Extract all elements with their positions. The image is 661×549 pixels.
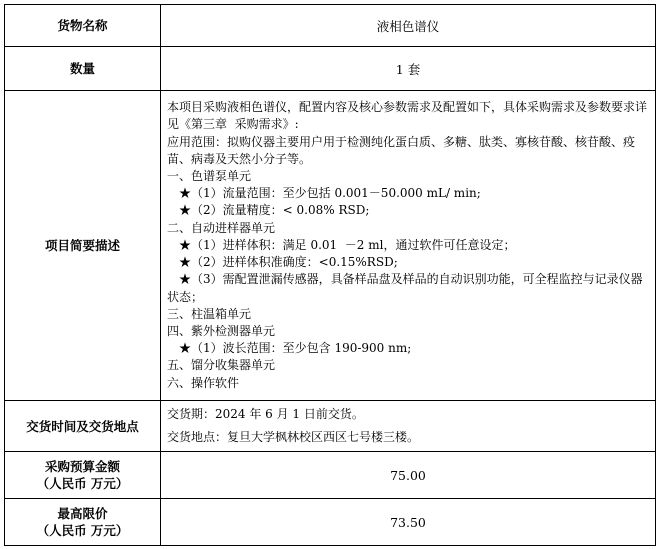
goods-name-value: 液相色谱仪	[161, 5, 656, 47]
delivery-content	[161, 401, 656, 452]
summary-application: 应用范围：拟购仪器主要用户用于检测纯化蛋白质、多糖、肽类、寡核苷酸、核苷酸、疫苗、病毒及天然小分子等。	[167, 134, 636, 166]
summary-label: 项目简要描述	[5, 91, 161, 401]
summary-content	[161, 91, 656, 401]
delivery-place: 交货地点：复旦大学枫林校区西区七号楼三楼。	[167, 430, 420, 444]
quantity-label: 数量	[5, 47, 161, 91]
pump-flow-precision: ★（2）流量精度：< 0.08% RSD;	[179, 203, 370, 218]
budget-label	[5, 452, 161, 499]
max-price-label-line1: 最高限价	[57, 506, 108, 521]
delivery-label: 交货时间及交货地点	[5, 401, 161, 452]
autosampler-accuracy: ★（2）进样体积准确度：<0.15%RSD;	[179, 255, 398, 270]
max-price-label	[5, 499, 161, 546]
section-autosampler: 二、自动进样器单元	[167, 220, 276, 235]
goods-name-label: 货物名称	[5, 5, 161, 47]
max-price-value: 73.50	[161, 499, 656, 546]
section-pump: 一、色谱泵单元	[167, 169, 252, 184]
section-software: 六、操作软件	[167, 375, 240, 390]
delivery-period: 交货期：2024 年 6 月 1 日前交货。	[167, 407, 364, 421]
section-column-oven: 三、柱温箱单元	[167, 306, 252, 321]
pump-flow-range: ★（1）流量范围：至少包括 0.001－50.000 mL/ min;	[179, 186, 481, 201]
budget-label-line2: （人民币 万元）	[36, 476, 129, 491]
uv-wavelength-range: ★（1）波长范围：至少包含 190-900 nm;	[179, 341, 412, 356]
section-fraction-collector: 五、馏分收集器单元	[167, 358, 276, 373]
summary-intro: 本项目采购液相色谱仪，配置内容及核心参数需求及配置如下，具体采购需求及参数要求详见《第三章 采购需求》:	[167, 100, 648, 132]
budget-value: 75.00	[161, 452, 656, 499]
budget-label-line1: 采购预算金额	[44, 459, 120, 474]
procurement-table-container	[4, 4, 656, 546]
row-quantity	[5, 47, 656, 91]
max-price-label-line2: （人民币 万元）	[36, 523, 129, 538]
autosampler-leak-sensor: ★（3）需配置泄漏传感器，具备样品盘及样品的自动识别功能，可全程监控与记录仪器状态；	[167, 272, 643, 304]
autosampler-volume: ★（1）进样体积：满足 0.01 －2 ml，通过软件可任意设定；	[179, 237, 516, 252]
row-budget	[5, 452, 656, 499]
row-summary	[5, 91, 656, 401]
row-max-price	[5, 499, 656, 546]
procurement-table	[4, 4, 656, 546]
quantity-value: 1 套	[161, 47, 656, 91]
row-delivery	[5, 401, 656, 452]
row-goods-name	[5, 5, 656, 47]
section-uv-detector: 四、紫外检测器单元	[167, 323, 276, 338]
